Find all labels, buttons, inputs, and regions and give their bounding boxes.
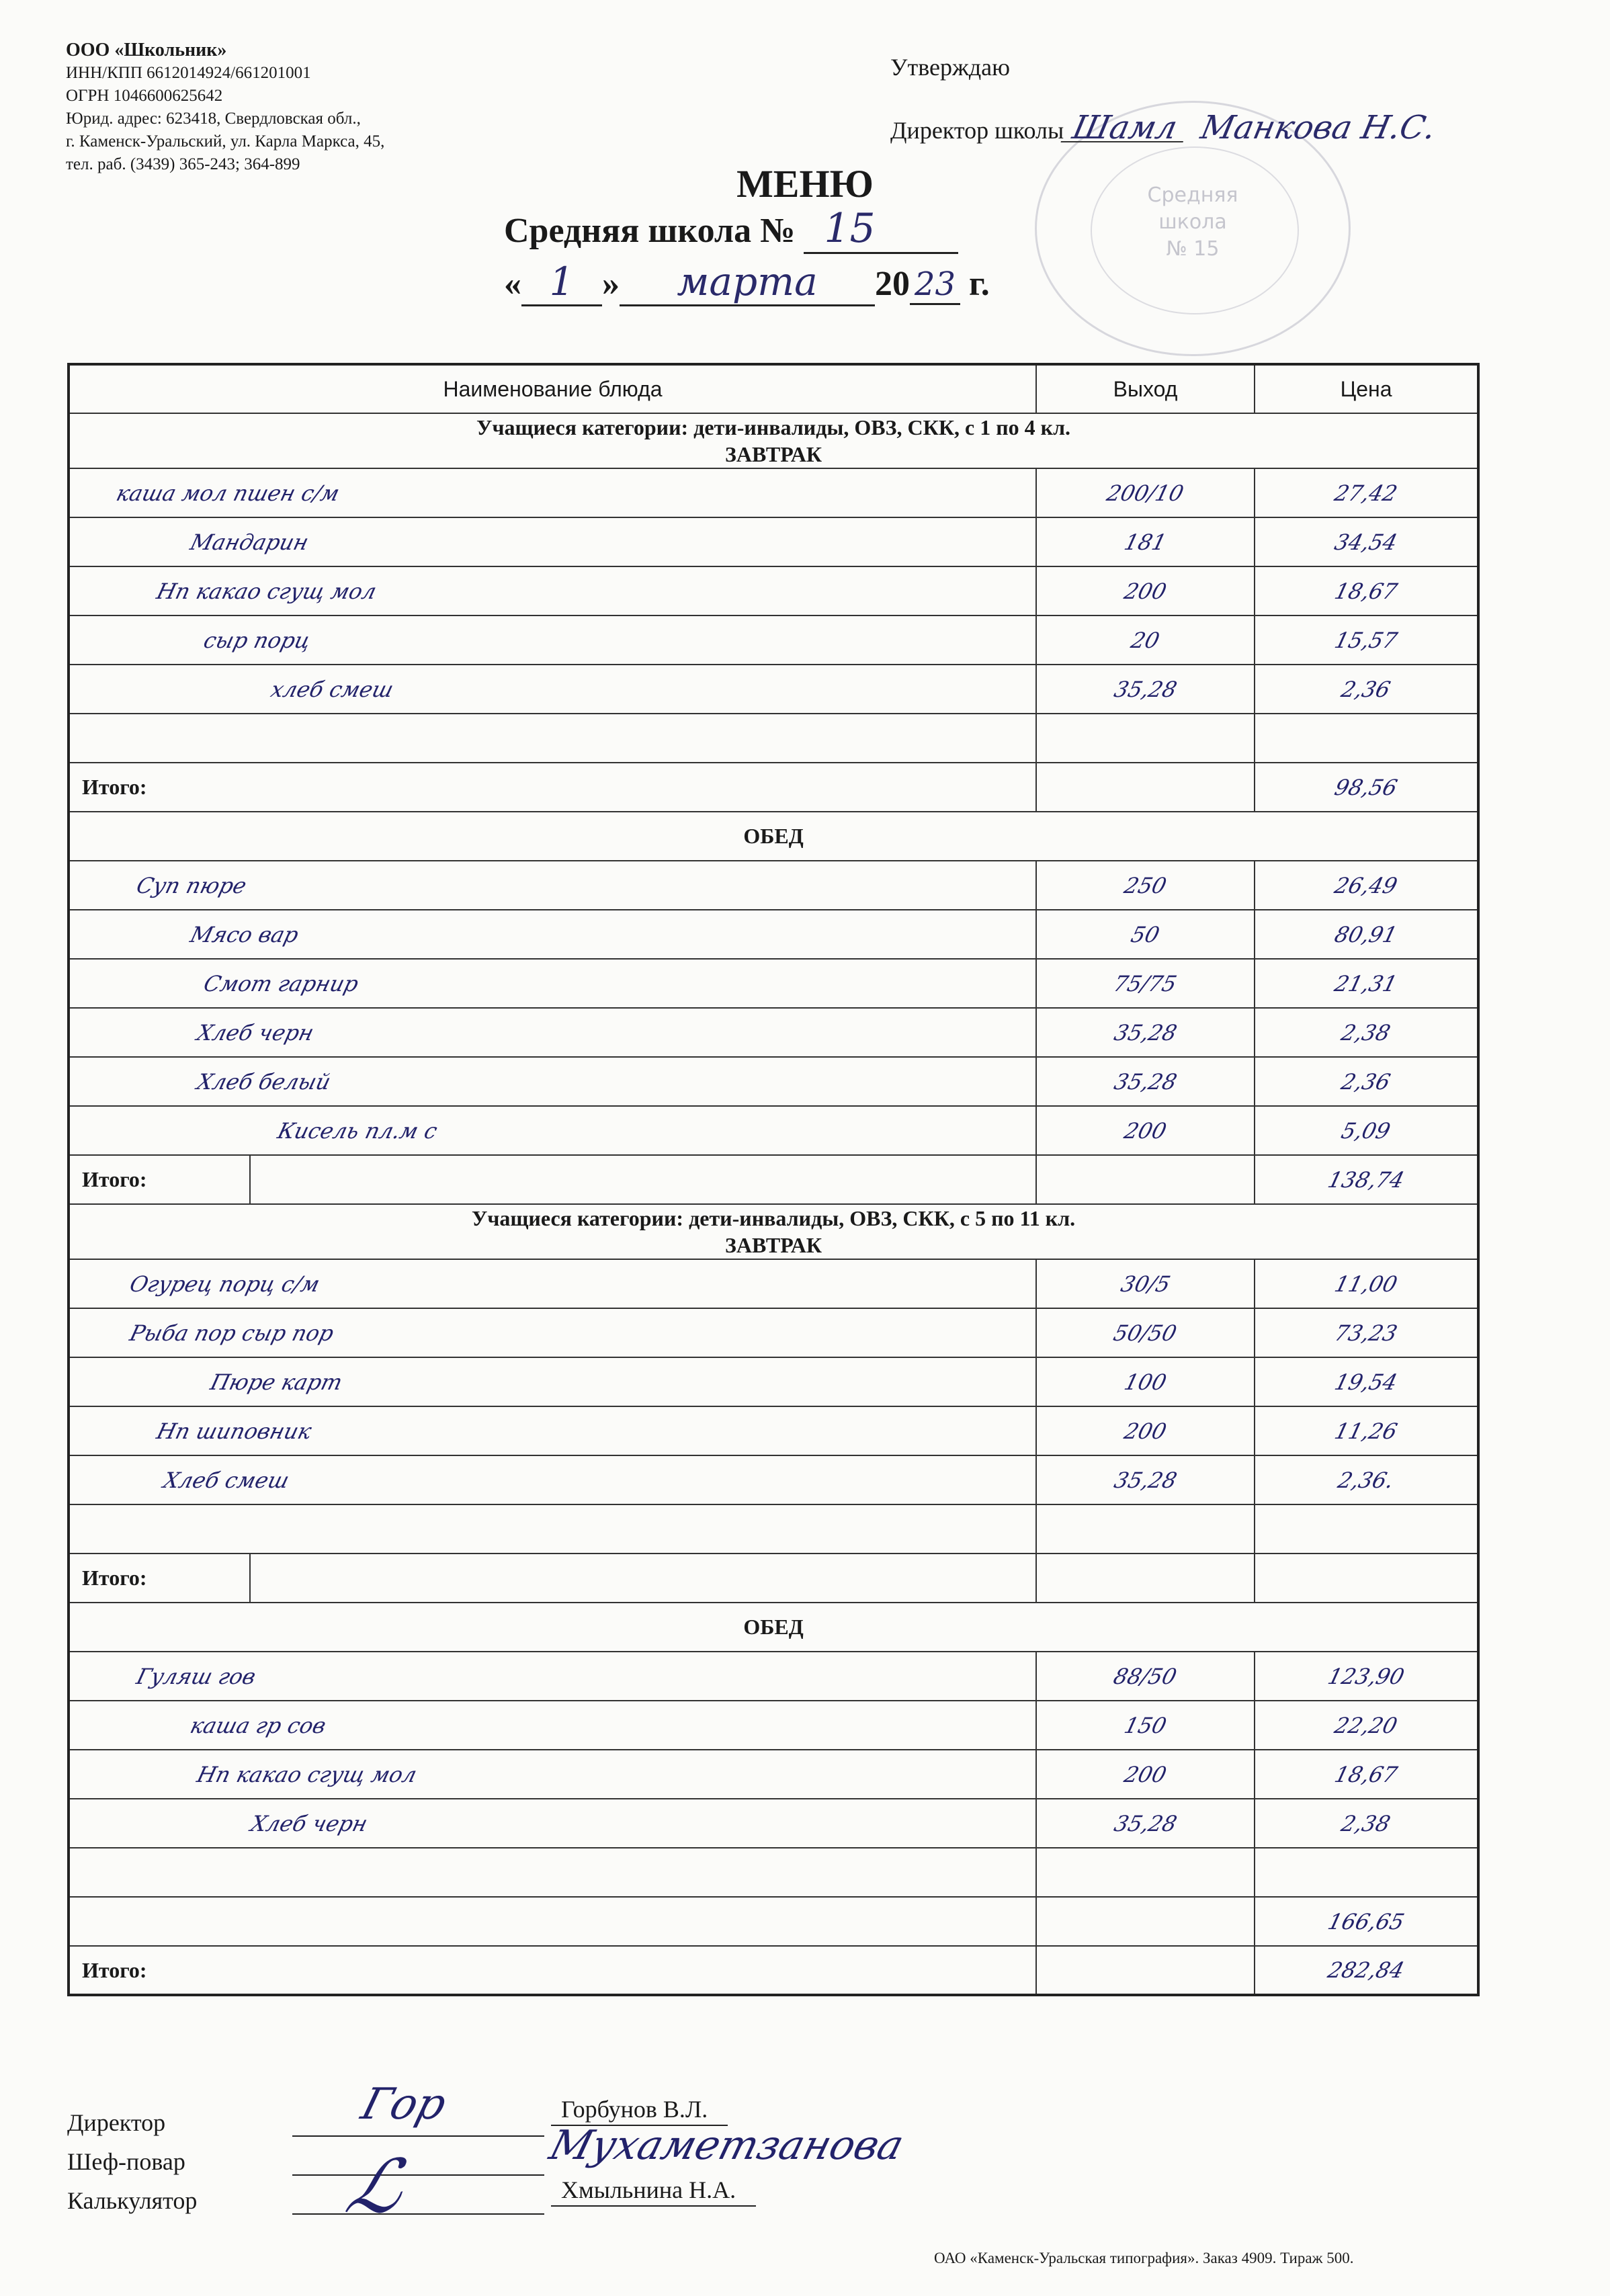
section-breakfast: ЗАВТРАК bbox=[725, 442, 822, 466]
dish-output: 75/75 bbox=[1036, 959, 1255, 1008]
approval-block bbox=[890, 54, 1445, 144]
dish-output bbox=[1036, 1897, 1255, 1946]
org-ogrn: ОГРН 1046600625642 bbox=[66, 87, 223, 105]
stamp-line3: № 15 bbox=[1166, 237, 1220, 261]
dish-output bbox=[1036, 1848, 1255, 1897]
menu-row bbox=[69, 861, 1478, 910]
dish-name: Нп шиповник bbox=[69, 1406, 1036, 1455]
year-suffix: 23 bbox=[910, 265, 960, 305]
dish-price: 2,38 bbox=[1255, 1008, 1478, 1057]
dish-name: Мандарин bbox=[69, 517, 1036, 566]
org-address-line1: Юрид. адрес: 623418, Свердловская обл., bbox=[66, 110, 361, 128]
stamp-line1: Средняя bbox=[1147, 183, 1238, 207]
dish-price: 18,67 bbox=[1255, 566, 1478, 615]
date-open-quote: « bbox=[504, 265, 521, 303]
dish-price: 21,31 bbox=[1255, 959, 1478, 1008]
dish-output: 200 bbox=[1036, 566, 1255, 615]
page-title: МЕНЮ bbox=[736, 162, 874, 206]
stamp-line2: школа bbox=[1158, 210, 1227, 234]
calculator-sig-line bbox=[292, 2213, 544, 2215]
dish-name: Хлеб смеш bbox=[69, 1455, 1036, 1504]
school-label: Средняя школа № bbox=[504, 212, 796, 250]
total-label: Итого: bbox=[69, 1946, 1036, 1995]
menu-row bbox=[69, 1701, 1478, 1750]
grand-total-value: 282,84 bbox=[1255, 1946, 1478, 1995]
total-label: Итого: bbox=[69, 1155, 250, 1204]
total-value: 138,74 bbox=[1255, 1155, 1478, 1204]
chef-handwritten-signature: ℒ bbox=[337, 2143, 415, 2229]
dish-output: 200 bbox=[1036, 1106, 1255, 1155]
menu-row bbox=[69, 1848, 1478, 1897]
group-title bbox=[69, 413, 1478, 468]
dish-name bbox=[69, 714, 1036, 763]
date-month: марта bbox=[620, 259, 875, 306]
dish-name: Нп какао сгущ мол bbox=[69, 566, 1036, 615]
menu-row bbox=[69, 615, 1478, 665]
dish-price: 27,42 bbox=[1255, 468, 1478, 517]
dish-output: 200 bbox=[1036, 1406, 1255, 1455]
dish-price: 18,67 bbox=[1255, 1750, 1478, 1799]
dish-price bbox=[1255, 714, 1478, 763]
dish-price: 11,00 bbox=[1255, 1259, 1478, 1308]
dish-output: 50 bbox=[1036, 910, 1255, 959]
dish-output: 20 bbox=[1036, 615, 1255, 665]
dish-name: сыр порц bbox=[69, 615, 1036, 665]
header-price: Цена bbox=[1255, 364, 1478, 413]
dish-name: Хлеб черн bbox=[69, 1799, 1036, 1848]
menu-row bbox=[69, 517, 1478, 566]
dish-output: 35,28 bbox=[1036, 1008, 1255, 1057]
dish-output: 200/10 bbox=[1036, 468, 1255, 517]
dish-price: 34,54 bbox=[1255, 517, 1478, 566]
total-row bbox=[69, 1155, 1478, 1204]
group2-title: Учащиеся категории: дети-инвалиды, ОВЗ, СКК, с 5 по 11 кл. bbox=[471, 1206, 1076, 1230]
menu-row bbox=[69, 1259, 1478, 1308]
dish-price: 26,49 bbox=[1255, 861, 1478, 910]
header-dish-name: Наименование блюда bbox=[69, 364, 1036, 413]
dish-price: 2,36. bbox=[1255, 1455, 1478, 1504]
dish-price: 80,91 bbox=[1255, 910, 1478, 959]
dish-output: 181 bbox=[1036, 517, 1255, 566]
org-address-line2: г. Каменск-Уральский, ул. Карла Маркса, 45, bbox=[66, 132, 385, 151]
total-label: Итого: bbox=[69, 1554, 250, 1603]
org-phone: тел. раб. (3439) 365-243; 364-899 bbox=[66, 155, 300, 173]
dish-name: Пюре карт bbox=[69, 1357, 1036, 1406]
calculator-sig-label: Калькулятор bbox=[67, 2187, 198, 2214]
menu-row bbox=[69, 1799, 1478, 1848]
menu-row bbox=[69, 665, 1478, 714]
date-day: 1 bbox=[521, 259, 602, 306]
dish-output: 100 bbox=[1036, 1357, 1255, 1406]
school-line bbox=[504, 205, 958, 254]
menu-table bbox=[67, 363, 1480, 1996]
dish-output: 30/5 bbox=[1036, 1259, 1255, 1308]
date-line bbox=[504, 259, 990, 306]
dish-output: 35,28 bbox=[1036, 665, 1255, 714]
header-row bbox=[69, 364, 1478, 413]
director-label: Директор школы bbox=[890, 117, 1064, 144]
dish-name: Нп какао сгущ мол bbox=[69, 1750, 1036, 1799]
director-handwritten-signature: Гор bbox=[356, 2080, 452, 2129]
dish-output: 200 bbox=[1036, 1750, 1255, 1799]
dish-output bbox=[1036, 1504, 1255, 1554]
printer-imprint: ОАО «Каменск-Уральская типография». Заказ 4909. Тираж 500. bbox=[934, 2250, 1354, 2266]
total-label: Итого: bbox=[69, 763, 1036, 812]
dish-name: каша гр сов bbox=[69, 1701, 1036, 1750]
dish-output bbox=[1036, 714, 1255, 763]
dish-name: хлеб смеш bbox=[69, 665, 1036, 714]
dish-name: Мясо вар bbox=[69, 910, 1036, 959]
dish-output: 250 bbox=[1036, 861, 1255, 910]
menu-row bbox=[69, 468, 1478, 517]
menu-row bbox=[69, 1008, 1478, 1057]
menu-row bbox=[69, 910, 1478, 959]
menu-row bbox=[69, 1652, 1478, 1701]
dish-name: Рыба пор сыр пор bbox=[69, 1308, 1036, 1357]
dish-price: 166,65 bbox=[1255, 1897, 1478, 1946]
chef-sig-line bbox=[292, 2174, 544, 2176]
dish-price bbox=[1255, 1504, 1478, 1554]
org-name: ООО «Школьник» bbox=[66, 40, 227, 60]
dish-price: 11,26 bbox=[1255, 1406, 1478, 1455]
total-value bbox=[1255, 1554, 1478, 1603]
total-row bbox=[69, 1554, 1478, 1603]
menu-row bbox=[69, 1504, 1478, 1554]
menu-row bbox=[69, 1357, 1478, 1406]
organization-block bbox=[66, 39, 384, 176]
dish-name: Суп пюре bbox=[69, 861, 1036, 910]
grand-total-row bbox=[69, 1946, 1478, 1995]
section-breakfast: ЗАВТРАК bbox=[725, 1233, 822, 1257]
year-prefix: 20 bbox=[875, 265, 910, 303]
dish-price bbox=[1255, 1848, 1478, 1897]
dish-name: Хлеб черн bbox=[69, 1008, 1036, 1057]
school-number: 15 bbox=[804, 205, 958, 254]
dish-price: 15,57 bbox=[1255, 615, 1478, 665]
approve-label: Утверждаю bbox=[890, 54, 1011, 81]
dish-price: 19,54 bbox=[1255, 1357, 1478, 1406]
dish-price: 22,20 bbox=[1255, 1701, 1478, 1750]
signature-block bbox=[67, 2103, 197, 2220]
menu-row bbox=[69, 1406, 1478, 1455]
dish-name: Смот гарнир bbox=[69, 959, 1036, 1008]
dish-name bbox=[69, 1897, 1036, 1946]
director-name: Манкова Н.С. bbox=[1197, 109, 1439, 146]
director-signature: Шамл bbox=[1061, 114, 1189, 142]
director-name: Горбунов В.Л. bbox=[551, 2095, 728, 2126]
section-lunch: ОБЕД bbox=[69, 1603, 1478, 1652]
dish-name: Кисель пл.м с bbox=[69, 1106, 1036, 1155]
dish-price: 123,90 bbox=[1255, 1652, 1478, 1701]
date-close-quote: » bbox=[602, 265, 620, 303]
dish-output: 88/50 bbox=[1036, 1652, 1255, 1701]
dish-output: 35,28 bbox=[1036, 1057, 1255, 1106]
header-output: Выход bbox=[1036, 364, 1255, 413]
menu-row bbox=[69, 566, 1478, 615]
dish-price: 2,36 bbox=[1255, 665, 1478, 714]
menu-row bbox=[69, 1106, 1478, 1155]
dish-output: 35,28 bbox=[1036, 1455, 1255, 1504]
dish-price: 5,09 bbox=[1255, 1106, 1478, 1155]
dish-name bbox=[69, 1848, 1036, 1897]
menu-row bbox=[69, 959, 1478, 1008]
org-inn: ИНН/КПП 6612014924/661201001 bbox=[66, 64, 311, 82]
group-title bbox=[69, 1204, 1478, 1259]
menu-row bbox=[69, 1057, 1478, 1106]
dish-price: 2,36 bbox=[1255, 1057, 1478, 1106]
menu-row bbox=[69, 1750, 1478, 1799]
total-row bbox=[69, 763, 1478, 812]
total-value: 98,56 bbox=[1255, 763, 1478, 812]
dish-output: 50/50 bbox=[1036, 1308, 1255, 1357]
director-sig-line bbox=[292, 2135, 544, 2137]
director-sig-label: Директор bbox=[67, 2109, 166, 2136]
menu-row bbox=[69, 714, 1478, 763]
chef-name: Мухаметзанова bbox=[544, 2122, 909, 2169]
dish-name: каша мол пшен с/м bbox=[69, 468, 1036, 517]
menu-row bbox=[69, 1897, 1478, 1946]
year-end: г. bbox=[960, 265, 990, 303]
dish-name bbox=[69, 1504, 1036, 1554]
dish-price: 73,23 bbox=[1255, 1308, 1478, 1357]
section-lunch: ОБЕД bbox=[69, 812, 1478, 861]
dish-name: Огурец порц с/м bbox=[69, 1259, 1036, 1308]
dish-output: 35,28 bbox=[1036, 1799, 1255, 1848]
chef-sig-label: Шеф-повар bbox=[67, 2148, 185, 2175]
menu-row bbox=[69, 1455, 1478, 1504]
dish-price: 2,38 bbox=[1255, 1799, 1478, 1848]
group1-title: Учащиеся категории: дети-инвалиды, ОВЗ, СКК, с 1 по 4 кл. bbox=[476, 415, 1071, 439]
dish-name: Хлеб белый bbox=[69, 1057, 1036, 1106]
dish-name: Гуляш гов bbox=[69, 1652, 1036, 1701]
dish-output: 150 bbox=[1036, 1701, 1255, 1750]
menu-row bbox=[69, 1308, 1478, 1357]
calculator-name: Хмыльнина Н.А. bbox=[551, 2176, 756, 2207]
